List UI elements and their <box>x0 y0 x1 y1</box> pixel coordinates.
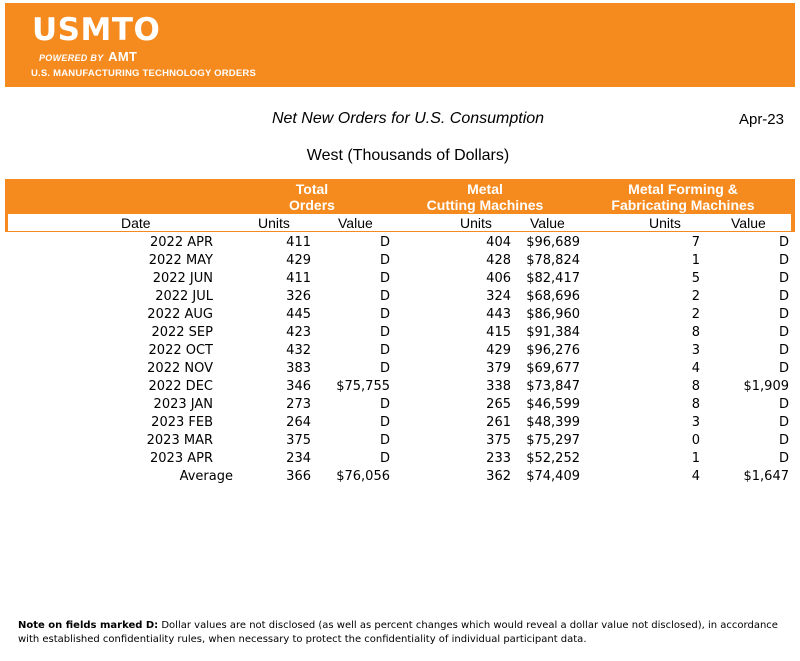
cell-forming-units: 8 <box>691 325 700 340</box>
cell-date: 2023 FEB <box>151 415 213 430</box>
cell-total-units: 264 <box>286 415 311 430</box>
column-header-cutting-value: Value <box>530 215 565 231</box>
column-header-total-value: Value <box>338 215 373 231</box>
cell-forming-value: D <box>778 325 789 340</box>
cell-cutting-value: $86,960 <box>526 307 580 322</box>
cell-date: 2023 APR <box>150 451 213 466</box>
cell-cutting-value: $78,824 <box>526 253 580 268</box>
cell-date: 2022 MAY <box>148 253 213 268</box>
cell-cutting-units: 233 <box>486 451 511 466</box>
group-header-line: Cutting Machines <box>426 197 544 213</box>
cell-total-value: D <box>379 307 390 322</box>
cell-cutting-value: $96,276 <box>526 343 580 358</box>
cell-forming-value: D <box>778 361 789 376</box>
cell-forming-units: 2 <box>691 307 700 322</box>
cell-date: 2022 APR <box>150 235 213 250</box>
cell-forming-value: $1,909 <box>743 379 789 394</box>
column-header-date: Date <box>121 215 151 231</box>
usmto-logo: USMTO <box>32 12 161 48</box>
powered-by-amt <box>39 49 137 64</box>
cell-cutting-units: 324 <box>486 289 511 304</box>
cell-total-units: 411 <box>286 271 311 286</box>
column-header-cutting-units: Units <box>460 215 492 231</box>
cell-date: 2023 MAR <box>146 433 213 448</box>
cell-cutting-units: 338 <box>486 379 511 394</box>
cell-cutting-value: $91,384 <box>526 325 580 340</box>
group-header-line: Fabricating Machines <box>611 197 755 213</box>
column-header-total-units: Units <box>258 215 290 231</box>
cell-total-value: D <box>379 235 390 250</box>
cell-forming-units: 3 <box>691 343 700 358</box>
cell-forming-units: 2 <box>691 289 700 304</box>
cell-forming-units: 1 <box>691 451 700 466</box>
group-header-metal-forming <box>598 181 768 213</box>
cell-forming-value: D <box>778 289 789 304</box>
cell-forming-value: D <box>778 415 789 430</box>
cell-cutting-units: 265 <box>486 397 511 412</box>
cell-forming-units: 4 <box>691 469 700 484</box>
cell-cutting-units: 415 <box>486 325 511 340</box>
column-header-forming-units: Units <box>649 215 681 231</box>
cell-total-units: 429 <box>286 253 311 268</box>
cell-total-units: 326 <box>286 289 311 304</box>
cell-cutting-units: 379 <box>486 361 511 376</box>
cell-forming-value: D <box>778 451 789 466</box>
amt-logo: AMT <box>108 49 138 64</box>
confidentiality-note <box>18 619 788 647</box>
cell-cutting-value: $82,417 <box>526 271 580 286</box>
cell-cutting-value: $69,677 <box>526 361 580 376</box>
cell-date: 2022 AUG <box>147 307 213 322</box>
cell-total-value: D <box>379 397 390 412</box>
cell-total-value: $76,056 <box>336 469 390 484</box>
cell-forming-units: 8 <box>691 397 700 412</box>
cell-cutting-value: $75,297 <box>526 433 580 448</box>
cell-forming-value: D <box>778 307 789 322</box>
cell-total-units: 366 <box>286 469 311 484</box>
cell-forming-units: 1 <box>691 253 700 268</box>
banner-tagline: U.S. MANUFACTURING TECHNOLOGY ORDERS <box>31 68 257 79</box>
cell-total-units: 432 <box>286 343 311 358</box>
cell-date: 2022 OCT <box>148 343 213 358</box>
cell-forming-units: 4 <box>691 361 700 376</box>
report-title <box>0 110 800 128</box>
column-header-forming-value: Value <box>731 215 766 231</box>
cell-total-value: $75,755 <box>336 379 390 394</box>
group-header-line: Metal <box>467 181 503 197</box>
cell-date: 2023 JAN <box>153 397 213 412</box>
group-header-line: Orders <box>289 197 335 213</box>
group-header-total-orders <box>262 181 362 213</box>
cell-forming-units: 0 <box>691 433 700 448</box>
cell-total-units: 383 <box>286 361 311 376</box>
cell-total-units: 423 <box>286 325 311 340</box>
cell-total-value: D <box>379 325 390 340</box>
cell-total-value: D <box>379 433 390 448</box>
cell-cutting-units: 362 <box>486 469 511 484</box>
cell-forming-units: 3 <box>691 415 700 430</box>
cell-total-value: D <box>379 289 390 304</box>
cell-cutting-units: 406 <box>486 271 511 286</box>
cell-cutting-value: $48,399 <box>526 415 580 430</box>
cell-forming-value: D <box>778 253 789 268</box>
cell-forming-value: D <box>778 397 789 412</box>
cell-total-value: D <box>379 451 390 466</box>
cell-cutting-units: 428 <box>486 253 511 268</box>
cell-total-units: 411 <box>286 235 311 250</box>
cell-forming-value: $1,647 <box>743 469 789 484</box>
cell-cutting-value: $74,409 <box>526 469 580 484</box>
cell-total-units: 234 <box>286 451 311 466</box>
cell-cutting-value: $68,696 <box>526 289 580 304</box>
cell-total-units: 346 <box>286 379 311 394</box>
cell-forming-units: 8 <box>691 379 700 394</box>
cell-date: 2022 JUL <box>155 289 213 304</box>
cell-cutting-value: $96,689 <box>526 235 580 250</box>
cell-forming-value: D <box>778 343 789 358</box>
cell-forming-units: 7 <box>691 235 700 250</box>
cell-cutting-value: $46,599 <box>526 397 580 412</box>
cell-total-units: 375 <box>286 433 311 448</box>
cell-total-value: D <box>379 343 390 358</box>
cell-forming-value: D <box>778 433 789 448</box>
cell-cutting-units: 429 <box>486 343 511 358</box>
cell-cutting-value: $73,847 <box>526 379 580 394</box>
cell-date: 2022 JUN <box>152 271 213 286</box>
cell-cutting-units: 375 <box>486 433 511 448</box>
cell-forming-value: D <box>778 271 789 286</box>
cell-date: Average <box>179 469 233 484</box>
cell-total-value: D <box>379 361 390 376</box>
report-title-text: Net New Orders for U.S. Consumption <box>271 110 545 127</box>
region-title <box>0 147 800 165</box>
note-label: Note on fields marked D: <box>18 620 159 631</box>
group-header-metal-cutting <box>400 181 570 213</box>
cell-cutting-units: 261 <box>486 415 511 430</box>
cell-date: 2022 NOV <box>147 361 213 376</box>
cell-date: 2022 DEC <box>148 379 213 394</box>
cell-cutting-value: $52,252 <box>526 451 580 466</box>
cell-forming-units: 5 <box>691 271 700 286</box>
powered-by-label: POWERED BY <box>39 53 104 63</box>
cell-date: 2022 SEP <box>151 325 213 340</box>
cell-cutting-units: 404 <box>486 235 511 250</box>
group-header-line: Metal Forming & <box>628 181 738 197</box>
header-banner <box>5 3 795 87</box>
cell-total-units: 445 <box>286 307 311 322</box>
note-text: Dollar values are not disclosed (as well as percent changes which would reveal a dollar value not disclosed), in accordance with established confidentiality rules, when necessary to protect the confidentiality of individual participant data. <box>18 620 778 645</box>
cell-total-value: D <box>379 415 390 430</box>
cell-total-units: 273 <box>286 397 311 412</box>
group-header-line: Total <box>295 181 329 197</box>
report-date: Apr-23 <box>738 111 784 128</box>
region-title-text: West (Thousands of Dollars) <box>306 147 510 164</box>
cell-cutting-units: 443 <box>486 307 511 322</box>
cell-total-value: D <box>379 271 390 286</box>
cell-total-value: D <box>379 253 390 268</box>
cell-forming-value: D <box>778 235 789 250</box>
